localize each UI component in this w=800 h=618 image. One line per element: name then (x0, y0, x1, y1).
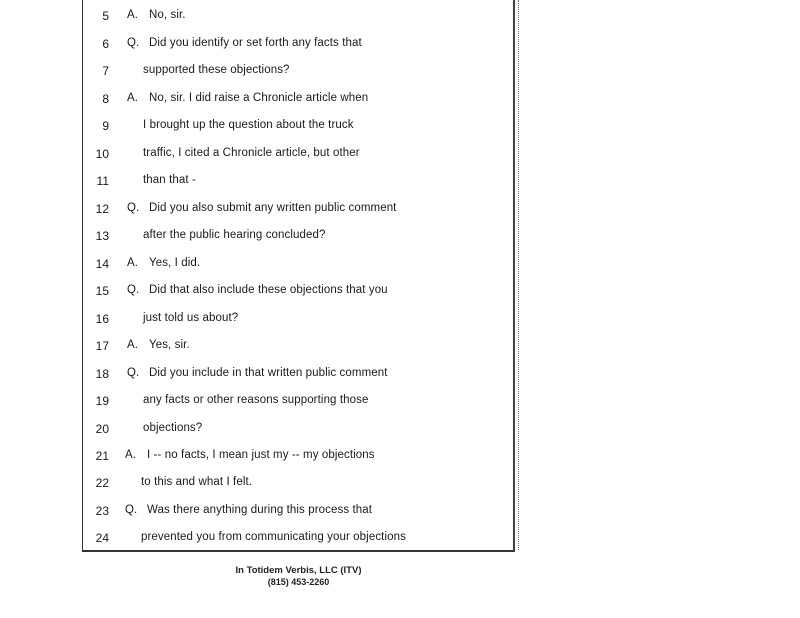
line-number: 8 (102, 92, 109, 106)
line-number: 20 (95, 422, 109, 436)
line-number: 5 (102, 9, 109, 23)
line-text: objections? (143, 422, 203, 434)
speaker-label: A. (127, 257, 139, 269)
line-text: I brought up the question about the truck (143, 119, 354, 131)
speaker-label: A. (127, 92, 139, 104)
line-number: 17 (95, 339, 109, 353)
speaker-label: Q. (127, 37, 140, 49)
transcript-page (82, 0, 515, 552)
speaker-label: A. (127, 339, 139, 351)
testimony-text: Did that also include these objections that you (149, 284, 388, 296)
line-text: any facts or other reasons supporting those (143, 394, 369, 406)
line-number: 14 (95, 257, 109, 271)
line-number: 15 (95, 284, 109, 298)
line-text (127, 37, 362, 49)
line-text: traffic, I cited a Chronicle article, but other (143, 147, 360, 159)
line-text (127, 257, 200, 269)
speaker-label: Q. (127, 284, 140, 296)
line-number: 21 (95, 449, 109, 463)
testimony-text: No, sir. I did raise a Chronicle article when (149, 92, 369, 104)
line-number: 16 (95, 312, 109, 326)
speaker-label: A. (127, 9, 139, 21)
testimony-text: I -- no facts, I mean just my -- my objections (147, 449, 375, 461)
line-text (127, 339, 190, 351)
line-number: 12 (95, 202, 109, 216)
testimony-text: Did you include in that written public comment (149, 367, 388, 379)
testimony-text: Did you identify or set forth any facts that (149, 37, 362, 49)
line-number: 13 (95, 229, 109, 243)
line-text: just told us about? (143, 312, 239, 324)
line-number: 24 (95, 531, 109, 545)
line-text: than that - (143, 174, 196, 186)
line-number: 7 (102, 64, 109, 78)
line-text: prevented you from communicating your objections (141, 531, 406, 543)
testimony-text: Was there anything during this process that (147, 504, 373, 516)
line-number: 18 (95, 367, 109, 381)
line-text: supported these objections? (143, 64, 290, 76)
line-text (127, 202, 396, 214)
testimony-text: Did you also submit any written public comment (149, 202, 397, 214)
line-number: 10 (95, 147, 109, 161)
speaker-label: Q. (127, 202, 140, 214)
line-text (127, 284, 388, 296)
reporter-company: In Totidem Verbis, LLC (ITV) (235, 565, 362, 576)
line-number: 23 (95, 504, 109, 518)
line-text: after the public hearing concluded? (143, 229, 326, 241)
speaker-label: A. (125, 449, 137, 461)
line-text (125, 449, 375, 461)
testimony-text: Yes, sir. (149, 339, 190, 351)
line-number: 22 (95, 476, 109, 490)
testimony-text: Yes, I did. (149, 257, 201, 269)
speaker-label: Q. (127, 367, 140, 379)
line-number: 19 (95, 394, 109, 408)
line-number: 11 (96, 174, 109, 188)
line-text (127, 9, 186, 21)
line-text (127, 367, 388, 379)
line-text (125, 504, 372, 516)
line-text: to this and what I felt. (141, 476, 253, 488)
testimony-text: No, sir. (149, 9, 186, 21)
line-text (127, 92, 368, 104)
line-number: 9 (102, 119, 109, 133)
speaker-label: Q. (125, 504, 138, 516)
line-number: 6 (102, 37, 109, 51)
reporter-phone: (815) 453-2260 (267, 577, 330, 587)
